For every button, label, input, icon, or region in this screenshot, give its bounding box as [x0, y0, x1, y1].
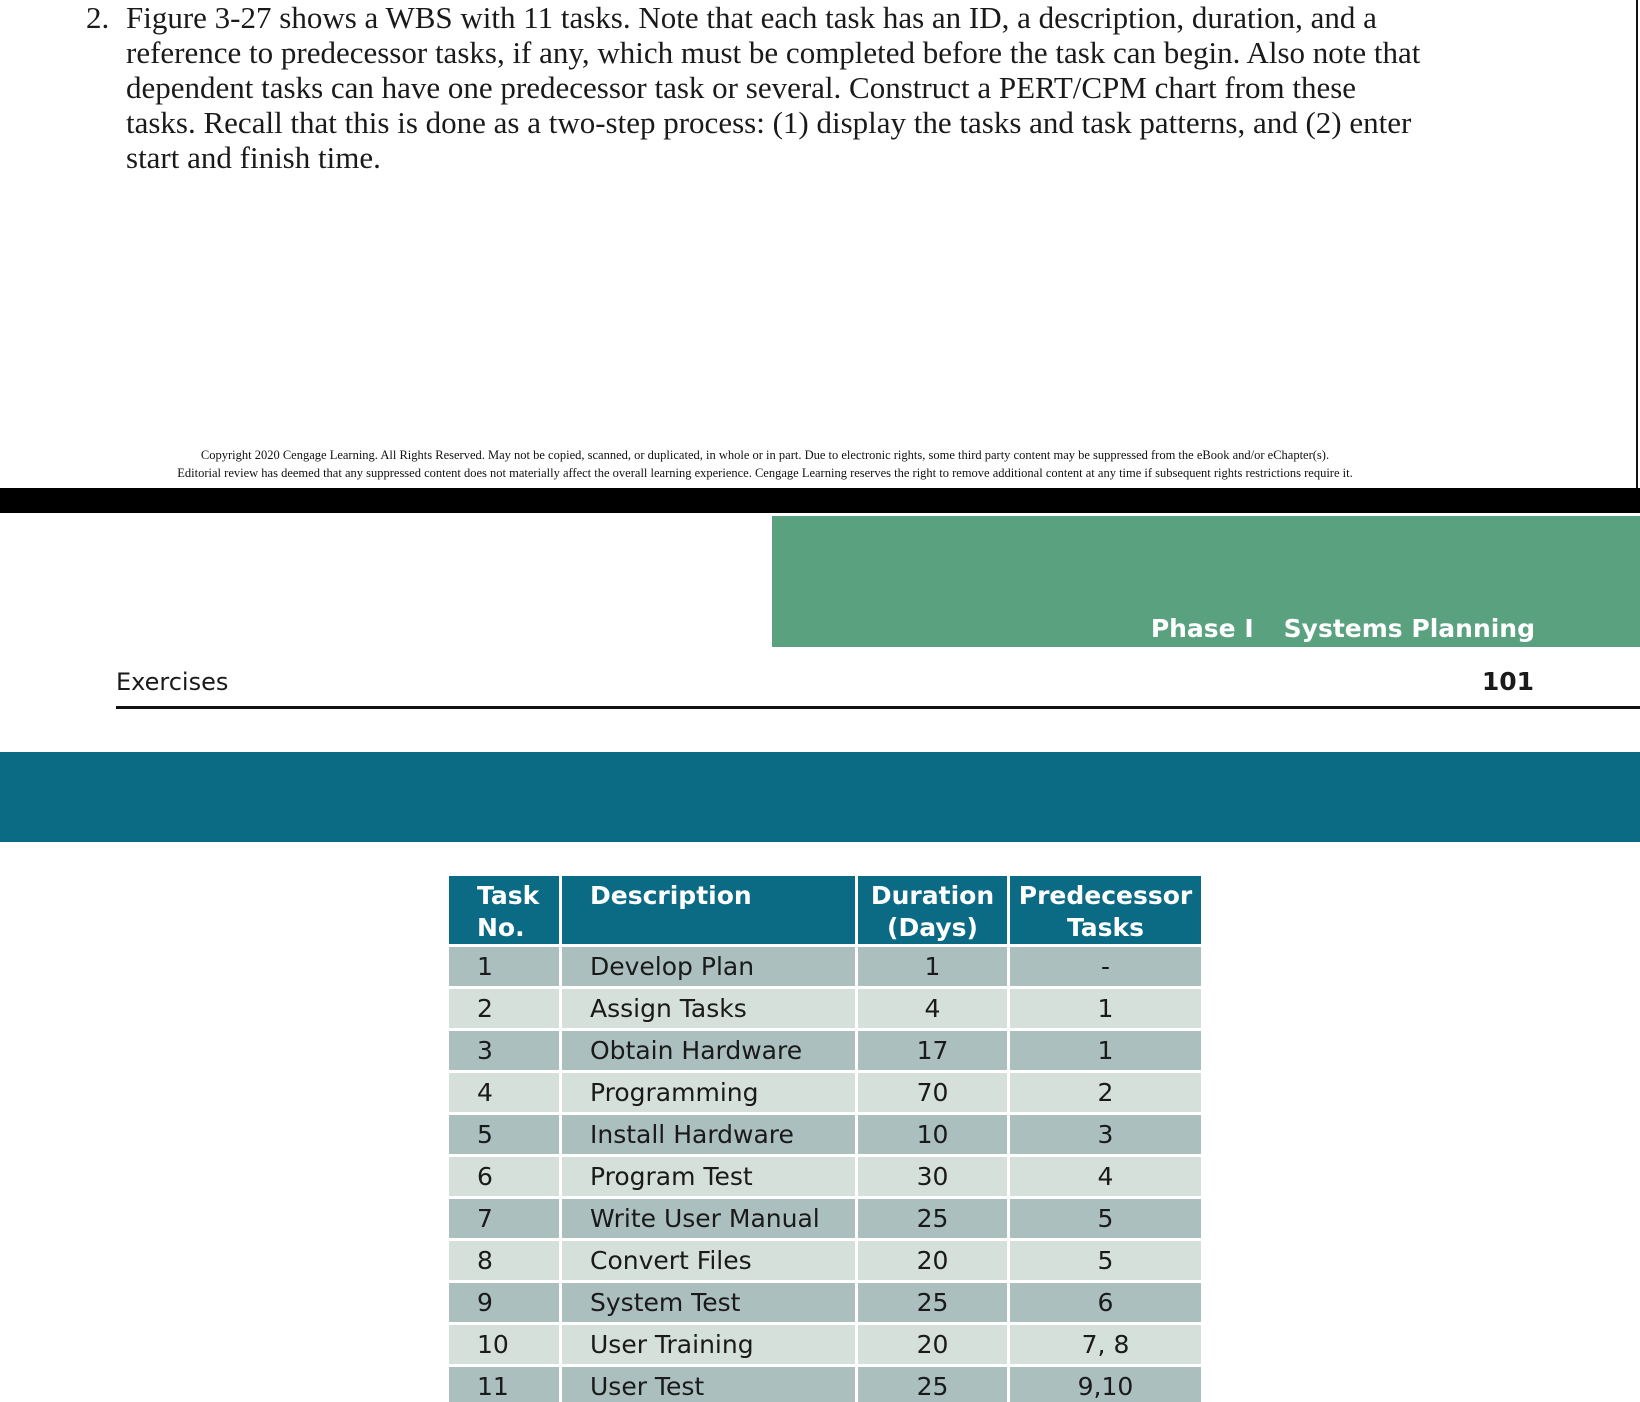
table-row: [448, 1324, 1203, 1366]
table-row: [448, 1198, 1203, 1240]
task-description: Develop Plan: [561, 946, 857, 988]
task-no: 2: [448, 988, 561, 1030]
section-title: Exercises: [116, 668, 229, 696]
task-duration: 17: [857, 1030, 1009, 1072]
task-predecessors: 9,10: [1009, 1366, 1203, 1402]
task-predecessors: 6: [1009, 1282, 1203, 1324]
task-description: Install Hardware: [561, 1114, 857, 1156]
task-predecessors: 5: [1009, 1198, 1203, 1240]
phase-label: [1151, 614, 1535, 643]
task-no: 4: [448, 1072, 561, 1114]
header-description: Description: [561, 875, 857, 946]
task-no: 3: [448, 1030, 561, 1072]
wbs-task-table: [446, 873, 1204, 1402]
header-duration-line2: (Days): [887, 913, 978, 942]
copyright-notice: [0, 446, 1530, 482]
header-rule: [116, 706, 1640, 709]
table-row: [448, 1156, 1203, 1198]
task-duration: 10: [857, 1114, 1009, 1156]
page-number: 101: [1481, 667, 1534, 696]
task-description: System Test: [561, 1282, 857, 1324]
header-predecessors-line2: Tasks: [1066, 913, 1145, 942]
task-description: Obtain Hardware: [561, 1030, 857, 1072]
task-duration: 1: [857, 946, 1009, 988]
copyright-line-1: Copyright 2020 Cengage Learning. All Rights Reserved. May not be copied, scanned, or duplicated, in whole or in part. Due to electronic rights, some third party content may be suppressed from the eBook and/or eChapter(s).: [200, 448, 1330, 462]
task-predecessors: 2: [1009, 1072, 1203, 1114]
table-row: [448, 1030, 1203, 1072]
task-duration: 30: [857, 1156, 1009, 1198]
header-task-no: [448, 875, 561, 946]
copyright-line-2: Editorial review has deemed that any suppressed content does not materially affect the overall learning experience. Cengage Learning reserves the right to remove additional content at any time if subsequent rights restrictions require it.: [177, 466, 1353, 480]
figure-header-band: [0, 752, 1640, 842]
phase-banner: [772, 516, 1640, 647]
page-separator-band: [0, 488, 1640, 513]
task-duration: 4: [857, 988, 1009, 1030]
task-no: 9: [448, 1282, 561, 1324]
task-predecessors: 5: [1009, 1240, 1203, 1282]
task-predecessors: -: [1009, 946, 1203, 988]
page-edge-divider: [1636, 0, 1638, 490]
task-no: 8: [448, 1240, 561, 1282]
task-no: 1: [448, 946, 561, 988]
table-row: [448, 1072, 1203, 1114]
task-description: Write User Manual: [561, 1198, 857, 1240]
phase-number: Phase I: [1150, 614, 1254, 643]
phase-title: Systems Planning: [1283, 614, 1535, 643]
exercise-text: Figure 3-27 shows a WBS with 11 tasks. Note that each task has an ID, a description, duration, and a reference to predecessor tasks, if any, which must be completed before the task can begin. Also note that dependent tasks can have one predecessor task or several. Construct a PERT/CPM chart from these tasks. Recall that this is done as a two-step process: (1) display the tasks and task patterns, and (2) enter start and finish time.: [126, 0, 1421, 175]
task-description: User Training: [561, 1324, 857, 1366]
task-duration: 25: [857, 1366, 1009, 1402]
table-row: [448, 1114, 1203, 1156]
header-predecessors: [1009, 875, 1203, 946]
header-duration: [857, 875, 1009, 946]
task-duration: 20: [857, 1324, 1009, 1366]
task-no: 5: [448, 1114, 561, 1156]
exercise-question: [86, 0, 1426, 175]
task-description: Programming: [561, 1072, 857, 1114]
task-predecessors: 1: [1009, 988, 1203, 1030]
task-predecessors: 1: [1009, 1030, 1203, 1072]
task-duration: 70: [857, 1072, 1009, 1114]
table-row: [448, 1240, 1203, 1282]
table-row: [448, 1366, 1203, 1402]
table-header-row: [448, 875, 1203, 946]
exercise-number: 2.: [86, 0, 110, 35]
task-duration: 25: [857, 1282, 1009, 1324]
task-no: 11: [448, 1366, 561, 1402]
table-row: [448, 988, 1203, 1030]
header-task-no-line2: No.: [477, 913, 525, 942]
task-description: Program Test: [561, 1156, 857, 1198]
header-duration-line1: Duration: [870, 881, 995, 910]
header-task-no-line1: Task: [477, 881, 540, 910]
task-no: 10: [448, 1324, 561, 1366]
task-no: 7: [448, 1198, 561, 1240]
task-description: User Test: [561, 1366, 857, 1402]
task-description: Assign Tasks: [561, 988, 857, 1030]
table-row: [448, 946, 1203, 988]
task-duration: 20: [857, 1240, 1009, 1282]
task-duration: 25: [857, 1198, 1009, 1240]
header-predecessors-line1: Predecessor: [1018, 881, 1193, 910]
task-predecessors: 3: [1009, 1114, 1203, 1156]
task-predecessors: 4: [1009, 1156, 1203, 1198]
table-row: [448, 1282, 1203, 1324]
task-description: Convert Files: [561, 1240, 857, 1282]
task-predecessors: 7, 8: [1009, 1324, 1203, 1366]
task-no: 6: [448, 1156, 561, 1198]
